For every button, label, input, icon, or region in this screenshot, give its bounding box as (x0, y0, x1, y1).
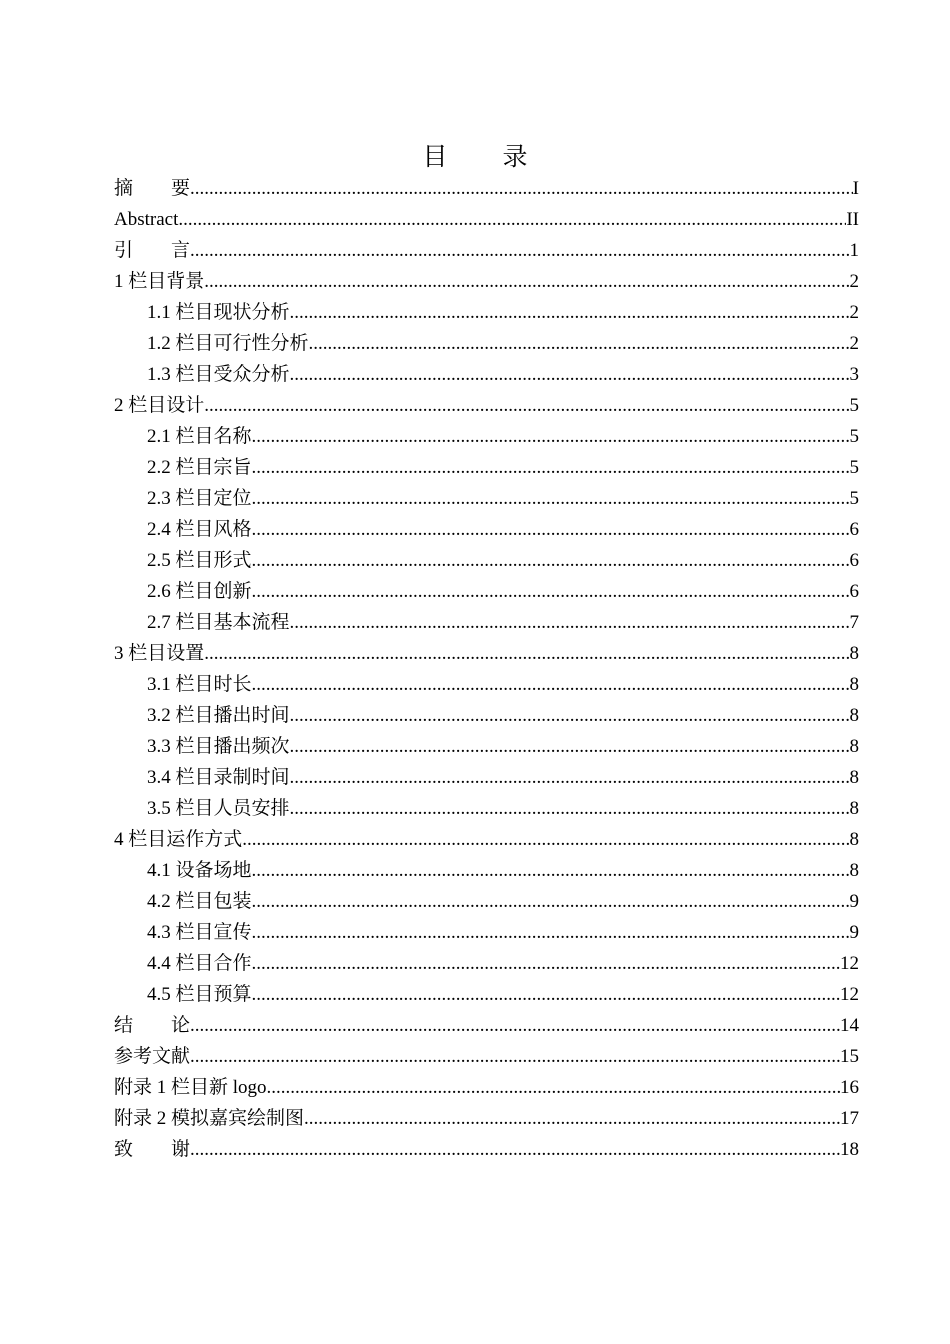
toc-entry[interactable] (114, 700, 859, 731)
toc-entry-label: 附录 1 栏目新 logo (114, 1077, 267, 1098)
toc-dot-leader (309, 328, 850, 359)
toc-entry-label: 3.3 栏目播出频次 (147, 736, 290, 757)
toc-dot-leader (290, 359, 850, 390)
toc-entry-label: 4.2 栏目包装 (147, 891, 252, 912)
toc-list (114, 173, 859, 1165)
toc-entry-label: 3.5 栏目人员安排 (147, 798, 290, 819)
toc-entry-label: 2.3 栏目定位 (147, 488, 252, 509)
toc-entry[interactable] (114, 204, 859, 235)
toc-entry[interactable] (114, 297, 859, 328)
toc-entry[interactable] (114, 483, 859, 514)
toc-entry-page-number: 12 (840, 953, 859, 974)
toc-entry-label: 1.1 栏目现状分析 (147, 302, 290, 323)
toc-dot-leader (252, 669, 850, 700)
toc-entry-label: 2.7 栏目基本流程 (147, 612, 290, 633)
toc-entry[interactable] (114, 1010, 859, 1041)
toc-entry[interactable] (114, 948, 859, 979)
toc-entry-label: 附录 2 模拟嘉宾绘制图 (114, 1108, 305, 1129)
toc-entry-page-number: 1 (849, 240, 859, 261)
toc-dot-leader (267, 1072, 840, 1103)
toc-entry-page-number: 5 (849, 426, 859, 447)
toc-entry-page-number: 8 (849, 767, 859, 788)
toc-dot-leader (252, 545, 850, 576)
toc-entry-label: 2.5 栏目形式 (147, 550, 252, 571)
toc-entry-page-number: 8 (849, 736, 859, 757)
toc-entry[interactable] (114, 793, 859, 824)
toc-dot-leader (290, 297, 850, 328)
toc-dot-leader (290, 731, 850, 762)
toc-entry-page-number: 5 (849, 488, 859, 509)
toc-entry-page-number: 18 (840, 1139, 859, 1160)
toc-entry-page-number: 7 (849, 612, 859, 633)
toc-entry-page-number: 8 (849, 643, 859, 664)
toc-entry-label: 4.5 栏目预算 (147, 984, 252, 1005)
toc-entry-page-number: 3 (849, 364, 859, 385)
toc-entry[interactable] (114, 359, 859, 390)
toc-dot-leader (252, 514, 850, 545)
toc-dot-leader (252, 979, 840, 1010)
toc-entry-label: 4.1 设备场地 (147, 860, 252, 881)
toc-entry[interactable] (114, 762, 859, 793)
toc-entry[interactable] (114, 669, 859, 700)
toc-entry-label: 致 谢 (114, 1139, 191, 1160)
toc-entry[interactable] (114, 421, 859, 452)
toc-entry-label: 2.2 栏目宗旨 (147, 457, 252, 478)
toc-entry-page-number: 12 (840, 984, 859, 1005)
toc-dot-leader (190, 173, 853, 204)
toc-entry-page-number: 9 (849, 922, 859, 943)
toc-entry-label: 3 栏目设置 (114, 643, 205, 664)
toc-entry[interactable] (114, 514, 859, 545)
toc-entry[interactable] (114, 979, 859, 1010)
toc-dot-leader (290, 607, 850, 638)
toc-entry[interactable] (114, 452, 859, 483)
toc-dot-leader (204, 638, 849, 669)
toc-dot-leader (252, 886, 850, 917)
toc-entry-label: 3.1 栏目时长 (147, 674, 252, 695)
toc-entry-page-number: 2 (849, 271, 859, 292)
toc-entry-page-number: 8 (849, 674, 859, 695)
toc-dot-leader (252, 452, 850, 483)
toc-title-char-2: 录 (502, 144, 528, 171)
toc-entry-label: 结 论 (114, 1015, 191, 1036)
toc-dot-leader (252, 576, 850, 607)
toc-entry-label: 4.4 栏目合作 (147, 953, 252, 974)
toc-entry[interactable] (114, 824, 859, 855)
toc-entry[interactable] (114, 607, 859, 638)
toc-entry-page-number: 6 (849, 550, 859, 571)
toc-dot-leader (304, 1103, 840, 1134)
toc-entry-label: 2 栏目设计 (114, 395, 205, 416)
toc-entry-label: 3.2 栏目播出时间 (147, 705, 290, 726)
toc-entry-page-number: 8 (849, 860, 859, 881)
toc-dot-leader (242, 824, 849, 855)
toc-dot-leader (252, 421, 850, 452)
toc-entry-label: 1 栏目背景 (114, 271, 205, 292)
toc-entry-page-number: 15 (840, 1046, 859, 1067)
toc-dot-leader (252, 917, 850, 948)
toc-entry[interactable] (114, 545, 859, 576)
toc-dot-leader (290, 762, 850, 793)
toc-entry-label: 参考文献 (114, 1046, 191, 1067)
toc-entry[interactable] (114, 886, 859, 917)
toc-entry-page-number: 5 (849, 457, 859, 478)
toc-entry-page-number: 6 (849, 581, 859, 602)
toc-entry-page-number: 8 (849, 798, 859, 819)
toc-entry-label: 4.3 栏目宣传 (147, 922, 252, 943)
toc-entry[interactable] (114, 638, 859, 669)
toc-dot-leader (204, 266, 849, 297)
toc-entry[interactable] (114, 1072, 859, 1103)
toc-entry-page-number: 9 (849, 891, 859, 912)
toc-entry-label: 3.4 栏目录制时间 (147, 767, 290, 788)
toc-entry-page-number: 5 (849, 395, 859, 416)
toc-entry-page-number: II (846, 209, 859, 230)
toc-entry[interactable] (114, 917, 859, 948)
toc-dot-leader (290, 700, 850, 731)
toc-entry[interactable] (114, 855, 859, 886)
toc-dot-leader (190, 1041, 840, 1072)
toc-entry-label: 2.1 栏目名称 (147, 426, 252, 447)
toc-entry-page-number: 6 (849, 519, 859, 540)
toc-entry-page-number: 14 (840, 1015, 859, 1036)
toc-entry-page-number: 8 (849, 705, 859, 726)
toc-entry[interactable] (114, 328, 859, 359)
toc-entry-page-number: 2 (849, 302, 859, 323)
toc-dot-leader (252, 483, 850, 514)
toc-entry-label: 1.3 栏目受众分析 (147, 364, 290, 385)
toc-dot-leader (204, 390, 849, 421)
toc-entry-label: 引 言 (114, 240, 191, 261)
toc-entry[interactable] (114, 390, 859, 421)
toc-entry-label: 4 栏目运作方式 (114, 829, 243, 850)
toc-entry-label: 摘 要 (114, 178, 191, 199)
toc-title (0, 140, 950, 176)
toc-entry-page-number: I (852, 178, 859, 199)
toc-dot-leader (252, 855, 850, 886)
toc-entry-label: Abstract (114, 209, 179, 230)
toc-entry-page-number: 2 (849, 333, 859, 354)
toc-entry-page-number: 16 (840, 1077, 859, 1098)
toc-entry[interactable] (114, 576, 859, 607)
toc-entry-label: 2.4 栏目风格 (147, 519, 252, 540)
toc-dot-leader (178, 204, 846, 235)
toc-entry[interactable] (114, 235, 859, 266)
toc-entry[interactable] (114, 173, 859, 204)
toc-dot-leader (252, 948, 840, 979)
toc-entry-page-number: 8 (849, 829, 859, 850)
toc-dot-leader (190, 1134, 840, 1165)
toc-entry[interactable] (114, 1103, 859, 1134)
toc-entry[interactable] (114, 266, 859, 297)
toc-entry[interactable] (114, 731, 859, 762)
toc-entry-label: 2.6 栏目创新 (147, 581, 252, 602)
toc-entry-page-number: 17 (840, 1108, 859, 1129)
toc-entry[interactable] (114, 1041, 859, 1072)
toc-entry-label: 1.2 栏目可行性分析 (147, 333, 309, 354)
toc-dot-leader (190, 1010, 840, 1041)
toc-dot-leader (190, 235, 849, 266)
toc-title-char-1: 目 (422, 144, 448, 171)
toc-dot-leader (290, 793, 850, 824)
toc-entry[interactable] (114, 1134, 859, 1165)
